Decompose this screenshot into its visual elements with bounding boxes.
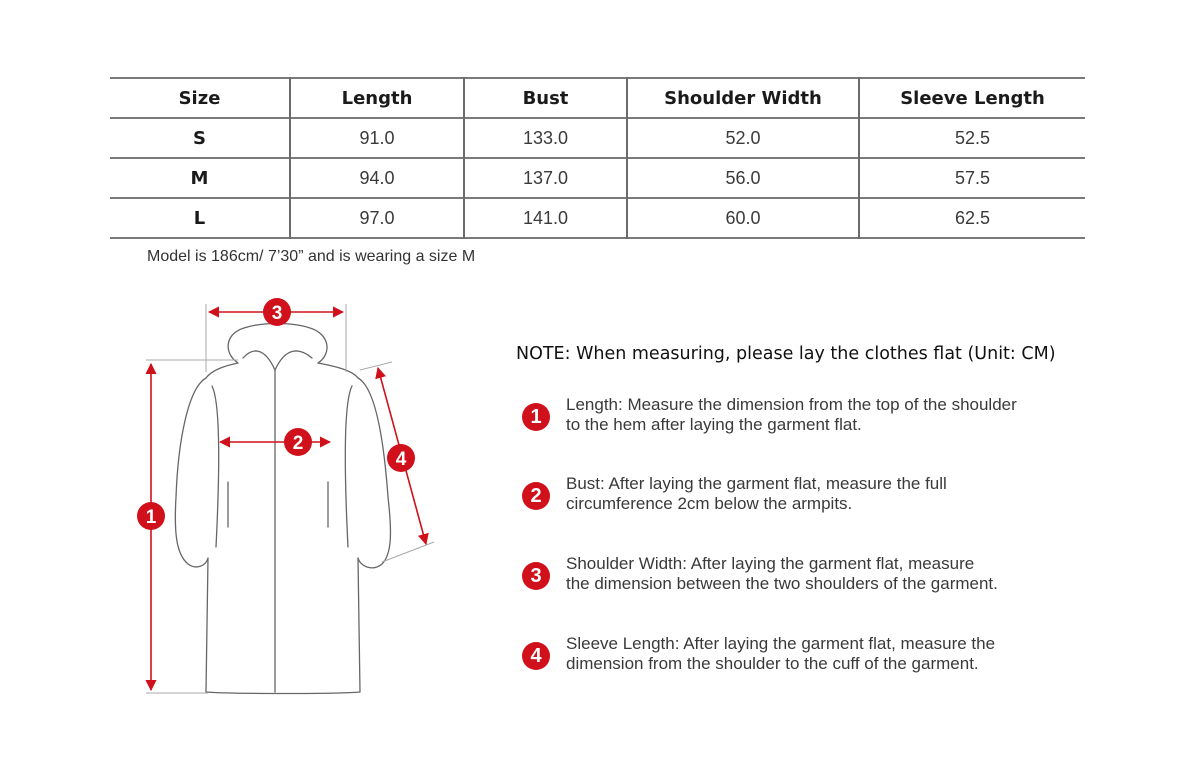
shoulder-width-cell: 56.0 [627,158,859,198]
number-3-icon: 3 [522,562,550,590]
table-row [110,198,1085,238]
svg-text:2: 2 [292,433,304,454]
header-bust: Bust [464,78,627,118]
header-size: Size [110,78,290,118]
guide-lines [146,304,434,693]
marker-1-icon [137,502,165,530]
bust-cell: 137.0 [464,158,627,198]
coat-outline [175,324,390,694]
shoulder-width-cell: 52.0 [627,118,859,158]
number-2-icon: 2 [522,482,550,510]
instruction-text [566,634,1106,674]
bust-cell: 141.0 [464,198,627,238]
size-cell: M [110,158,290,198]
header-sleeve-length: Sleeve Length [900,87,1045,109]
header-shoulder-width: Shoulder Width [627,78,859,118]
sleeve-length-cell: 57.5 [954,167,991,188]
header-length: Length [290,78,464,118]
instruction-line: Length: Measure the dimension from the top of the shoulder [566,395,1017,414]
marker-2-icon [284,428,312,456]
marker-3-icon [263,298,291,326]
size-cell: S [110,118,290,158]
shoulder-width-cell: 60.0 [627,198,859,238]
instruction-line: Bust: After laying the garment flat, measure the full [566,474,947,493]
length-cell: 94.0 [290,158,464,198]
instruction-text [566,395,1106,435]
svg-text:3: 3 [271,303,283,324]
length-cell: 91.0 [290,118,464,158]
coat-diagram [120,292,450,702]
length-cell: 97.0 [290,198,464,238]
svg-text:1: 1 [145,507,157,528]
svg-text:4: 4 [395,449,407,470]
number-4-icon: 4 [522,642,550,670]
size-cell: L [110,198,290,238]
number-1-icon: 1 [522,403,550,431]
table-header-row [110,78,1085,118]
model-note: Model is 186cm/ 7’30” and is wearing a size M [147,248,476,265]
instruction-line: the dimension between the two shoulders of the garment. [566,574,998,593]
instruction-line: to the hem after laying the garment flat. [566,415,862,434]
instruction-text [566,474,1106,514]
instruction-line: Sleeve Length: After laying the garment flat, measure the [566,634,996,653]
size-chart-table [110,77,1085,239]
instruction-line: Shoulder Width: After laying the garment flat, measure [566,554,975,573]
instruction-line: circumference 2cm below the armpits. [566,494,853,513]
instruction-line: dimension from the shoulder to the cuff of the garment. [566,654,979,673]
sleeve-length-cell: 52.5 [954,127,991,148]
instruction-text [566,554,1106,594]
table-row [110,118,1085,158]
sleeve-length-cell: 62.5 [954,207,991,228]
note-heading: NOTE: When measuring, please lay the clothes flat (Unit: CM) [516,344,1056,364]
table-row [110,158,1085,198]
marker-4-icon [387,444,415,472]
bust-cell: 133.0 [464,118,627,158]
